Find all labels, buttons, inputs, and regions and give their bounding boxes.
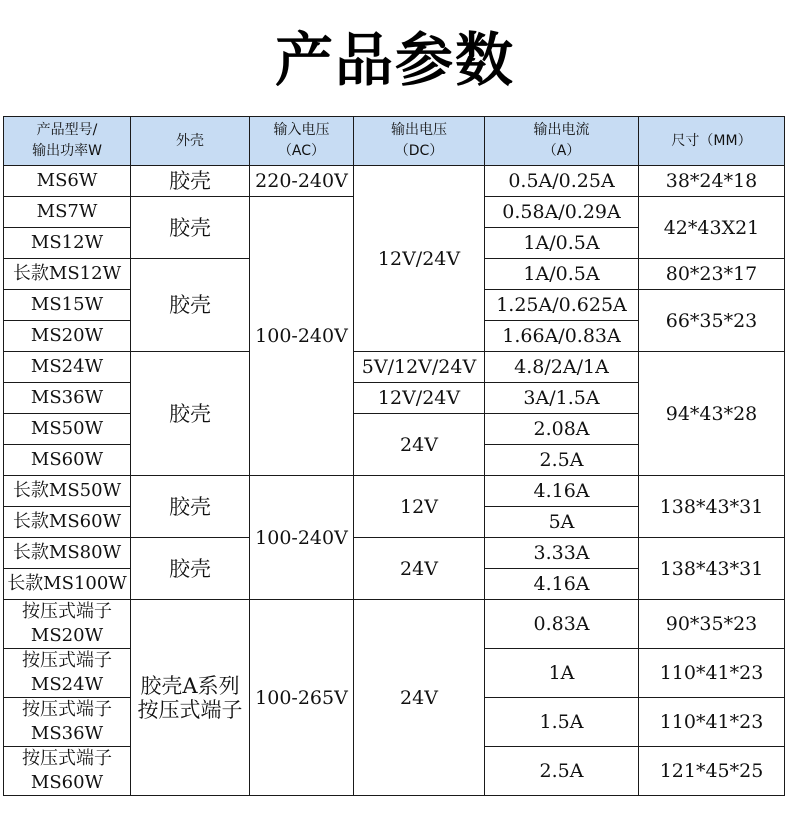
input-voltage-cell: 220-240V [250,166,354,197]
size-cell: 66*35*23 [639,290,785,352]
size-cell: 121*45*25 [639,747,785,796]
current-cell: 1A/0.5A [485,259,639,290]
current-cell: 3.33A [485,538,639,569]
model-cell: 按压式端子 MS20W [4,600,131,649]
input-voltage-cell: 100-265V [250,600,354,796]
output-voltage-cell: 24V [354,538,485,600]
current-cell: 0.83A [485,600,639,649]
current-cell: 0.5A/0.25A [485,166,639,197]
table-header-row [4,117,785,166]
size-cell: 138*43*31 [639,538,785,600]
model-cell: 长款MS50W [4,476,131,507]
table-row [4,352,785,383]
input-voltage-cell: 100-240V [250,197,354,476]
size-cell: 110*41*23 [639,698,785,747]
size-cell: 138*43*31 [639,476,785,538]
size-cell: 90*35*23 [639,600,785,649]
shell-cell: 胶壳 [131,538,250,600]
model-cell: MS12W [4,228,131,259]
table-row [4,600,785,649]
size-cell: 38*24*18 [639,166,785,197]
current-cell: 1.25A/0.625A [485,290,639,321]
model-cell: 长款MS12W [4,259,131,290]
current-cell: 1A/0.5A [485,228,639,259]
model-cell: 长款MS60W [4,507,131,538]
model-cell: MS24W [4,352,131,383]
current-cell: 4.16A [485,476,639,507]
shell-cell: 胶壳 [131,166,250,197]
input-voltage-cell: 100-240V [250,476,354,600]
shell-cell: 胶壳 [131,352,250,476]
model-cell: MS6W [4,166,131,197]
size-cell: 94*43*28 [639,352,785,476]
current-cell: 0.58A/0.29A [485,197,639,228]
model-cell: MS60W [4,445,131,476]
current-cell: 2.08A [485,414,639,445]
table-row [4,476,785,507]
model-cell: 按压式端子 MS36W [4,698,131,747]
output-voltage-cell: 12V/24V [354,383,485,414]
output-voltage-cell: 12V/24V [354,166,485,352]
header-shell: 外壳 [131,117,250,166]
output-voltage-cell: 24V [354,600,485,796]
size-cell: 80*23*17 [639,259,785,290]
size-cell: 42*43X21 [639,197,785,259]
current-cell: 2.5A [485,445,639,476]
header-model: 产品型号/ 输出功率W [4,117,131,166]
shell-cell: 胶壳 [131,197,250,259]
model-cell: MS50W [4,414,131,445]
model-cell: 按压式端子 MS24W [4,649,131,698]
model-cell: 按压式端子 MS60W [4,747,131,796]
page-title: 产品参数 [274,26,515,94]
current-cell: 3A/1.5A [485,383,639,414]
model-cell: MS36W [4,383,131,414]
output-voltage-cell: 24V [354,414,485,476]
table-row [4,538,785,569]
model-cell: 长款MS80W [4,538,131,569]
header-output-voltage: 输出电压 （DC） [354,117,485,166]
current-cell: 5A [485,507,639,538]
size-cell: 110*41*23 [639,649,785,698]
shell-cell: 胶壳 [131,259,250,352]
header-output-current: 输出电流 （A） [485,117,639,166]
current-cell: 1.66A/0.83A [485,321,639,352]
model-cell: 长款MS100W [4,569,131,600]
header-input-voltage: 输入电压 （AC） [250,117,354,166]
shell-cell: 胶壳A系列 按压式端子 [131,600,250,796]
current-cell: 1.5A [485,698,639,747]
product-spec-table [3,116,785,796]
header-size: 尺寸（MM） [639,117,785,166]
current-cell: 4.16A [485,569,639,600]
current-cell: 2.5A [485,747,639,796]
model-cell: MS7W [4,197,131,228]
current-cell: 1A [485,649,639,698]
model-cell: MS15W [4,290,131,321]
table-row [4,166,785,197]
output-voltage-cell: 5V/12V/24V [354,352,485,383]
model-cell: MS20W [4,321,131,352]
current-cell: 4.8/2A/1A [485,352,639,383]
output-voltage-cell: 12V [354,476,485,538]
shell-cell: 胶壳 [131,476,250,538]
